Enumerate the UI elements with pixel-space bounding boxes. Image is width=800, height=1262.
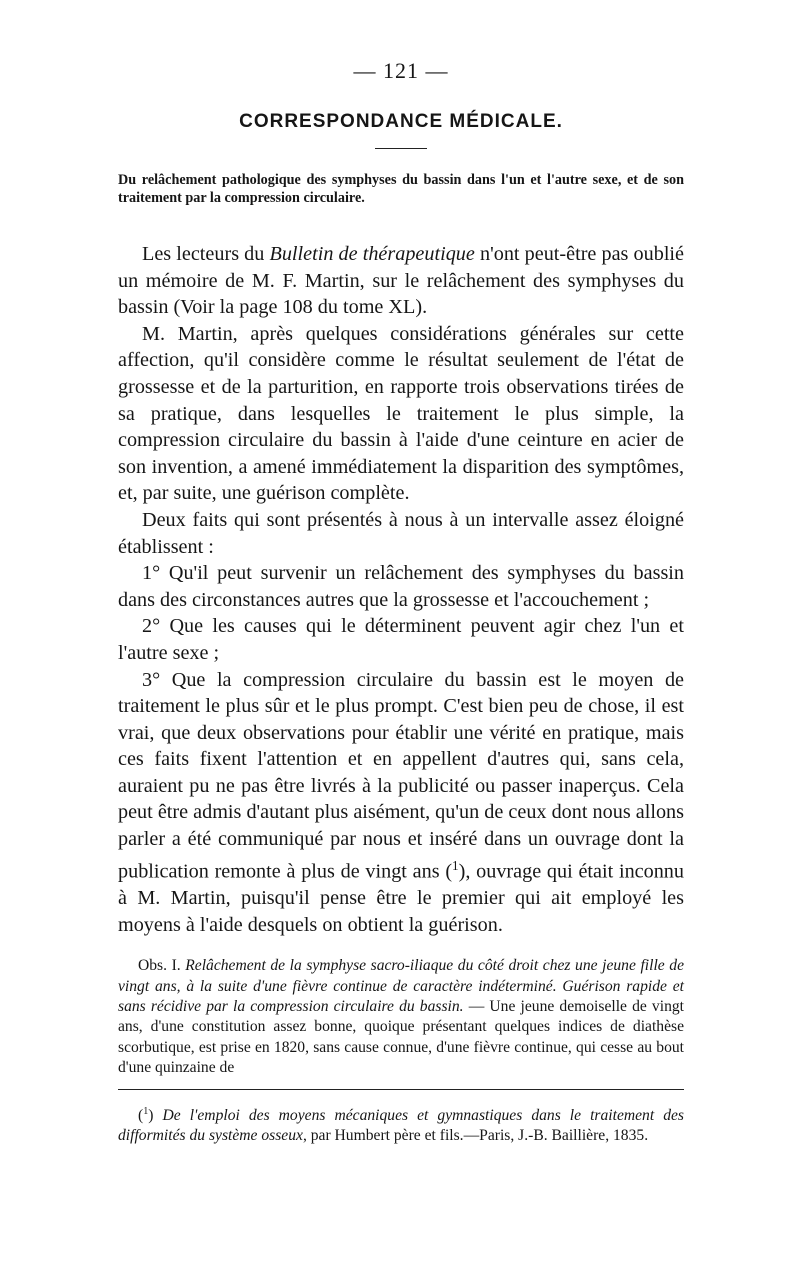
paragraph-6-end: ), ouvrage qui était inconnu à M. Martin, puisqu'il pense être le premier qui ait employé les moyens à l'aide desquels on obtient la guérison. — [118, 860, 684, 936]
observation-title: Relâchement de la symphyse sacro-iliaque du côté droit chez une jeune fille de vingt ans, à la suite d'une fièvre continue de caractère indéterminé. Guérison rapide et sans récidive par la compression circulaire du bassin. — [118, 957, 684, 1015]
paragraph-4: 1° Qu'il peut survenir un relâchement des symphyses du bassin dans des circonstances autres que la grossesse et l'accouchement ; — [118, 562, 684, 611]
observation-label: Obs. I. — [138, 957, 186, 975]
paragraph-6-start: 3° Que la compression circulaire du bassin est le moyen de traitement le plus sûr et le plus prompt. C'est bien peu de chose, il est vrai, que deux observations pour établir une vérité en pratique, mais ces faits fixent l'attention et en appellent d'autres qui, sans cela, auraient pu ne pas être livrés à la publicité ou passer inaperçus. Cela peut être admis d'autant plus aisément, qu'un de ceux dont nous allons parler a été communiqué par nous et inséré dans un ouvrage dont la publication remonte à plus de vingt ans ( — [118, 668, 684, 883]
footnote-1: ($^1$) De l'emploi des moyens mécaniques et gymnastiques dans le traitement des difformités du système osseux, par Humbert père et fils.—Paris, J.-B. Baillière, 1835. — [118, 1105, 685, 1145]
paragraph-3: Deux faits qui sont présentés à nous à un intervalle assez éloigné établissent : — [118, 508, 684, 558]
footnote-reference: 1 — [452, 857, 459, 873]
section-title: CORRESPONDANCE MÉDICALE. — [239, 111, 563, 132]
paragraph-1-end: n'ont peut-être pas oublié un mémoire de M. F. Martin, sur le relâchement des symphyses du bassin (Voir la page 108 du tome XL). — [118, 243, 685, 319]
document-page — [118, 58, 684, 1147]
paragraph-1-start: Les lecteurs du — [142, 243, 270, 265]
article-heading: Du relâchement pathologique des symphyses du bassin dans l'un et l'autre sexe, et de son traitement par la compression circulaire. — [118, 172, 684, 206]
observation-text: — Une jeune demoiselle de vingt ans, d'une constitution assez bonne, quoique présentant quelques indices de diathèse scorbutique, est prise en 1820, sans cause connue, d'une fièvre continue, qui cesse au bout d'une quinzaine de — [118, 997, 684, 1077]
footnote-divider — [118, 1089, 684, 1090]
footnote-marker: 1 — [143, 1105, 149, 1117]
paragraph-6 — [118, 667, 684, 939]
journal-title: Bulletin de thérapeutique — [269, 243, 475, 265]
observation-1 — [118, 956, 684, 1078]
paragraph-2: M. Martin, après quelques considérations générales sur cette affection, qu'il considère comme le résultat seulement de l'état de grossesse et de la parturition, en rapporte trois observations tirées de sa pratique, dans lesquelles le traitement le plus simple, la compression circulaire du bassin à l'aide d'une ceinture en acier de son invention, a amené immédiatement la disparition des symptômes, et, par suite, une guérison complète. — [118, 322, 684, 505]
paragraph-5: 2° Que les causes qui le déterminent peuvent agir chez l'un et l'autre sexe ; — [118, 615, 684, 664]
footnote-text: , par Humbert père et fils.—Paris, J.-B. Baillière, 1835. — [302, 1127, 649, 1145]
footnote-work-title: De l'emploi des moyens mécaniques et gymnastiques dans le traitement des difformités du système osseux — [118, 1106, 685, 1145]
title-divider — [375, 148, 427, 149]
page-number: — 121 — — [353, 58, 449, 83]
paragraph-1 — [118, 241, 684, 321]
